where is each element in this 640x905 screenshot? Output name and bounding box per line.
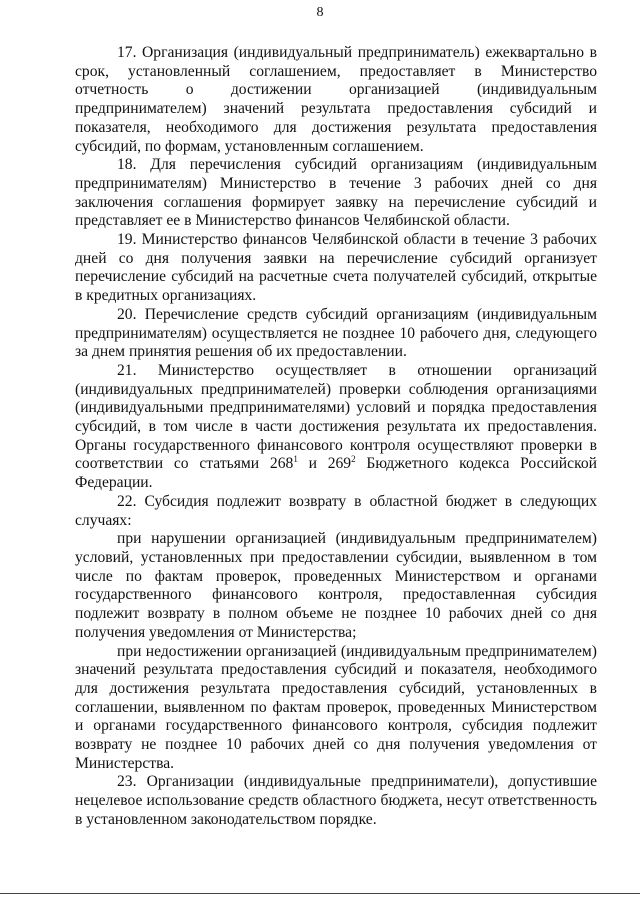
paragraph-21-text-b: и 269 [297, 455, 352, 473]
paragraph-22-case-nonachievement: при недостижении организацией (индивидуальным предпринимателем) значений результата предоставления субсидий и показателя, необходимого для достижения результата предоставления субсидий, установленных в соглашении, выявленном по фактам проверок, проведенных Министерством и органами государственного финансового контроля, субсидия подлежит возврату не позднее 10 рабочих дней со дня получения уведомления от Министерства. [75, 642, 597, 772]
paragraph-21-text-a: 21. Министерство осуществляет в отношении организаций (индивидуальных предпринимателей) проверки соблюдения организациями (индивидуальными предпринимателями) условий и порядка предоставления субсидий, в том числе в части достижения результата их предоставления. Органы государственного финансового контроля осуществляют проверки в соответствии со статьями 268 [75, 361, 597, 473]
paragraph-21-text-c: Бюджетного кодекса Российской Федерации. [75, 455, 597, 492]
page-number: 8 [316, 5, 324, 20]
paragraph-21 [75, 362, 597, 493]
paragraph-18: 18. Для перечисления субсидий организациям (индивидуальным предпринимателям) Министерство в течение 3 рабочих дней со дня заключения соглашения формирует заявку на перечисление субсидий и представляет ее в Министерство финансов Челябинской области. [75, 156, 597, 230]
paragraph-19: 19. Министерство финансов Челябинской области в течение 3 рабочих дней со дня получения заявки на перечисление субсидий организует перечисление субсидий на расчетные счета получателей субсидий, открытые в кредитных организациях. [75, 231, 597, 305]
superscript-268: 1 [293, 454, 298, 465]
page-bottom-divider [0, 893, 640, 894]
paragraph-23: 23. Организации (индивидуальные предприниматели), допустившие нецелевое использование средств областного бюджета, несут ответственность в установленном законодательством порядке. [75, 773, 597, 828]
paragraph-17: 17. Организация (индивидуальный предприниматель) ежеквартально в срок, установленный соглашением, предоставляет в Министерство отчетность о достижении организацией (индивидуальным предпринимателем) значений результата предоставления субсидий и показателя, необходимого для достижения результата предоставления субсидий, по формам, установленным соглашением. [75, 44, 597, 155]
document-body [75, 44, 597, 830]
paragraph-22-case-violation: при нарушении организацией (индивидуальным предпринимателем) условий, установленных при предоставлении субсидии, выявленном в том числе по фактам проверок, проведенных Министерством и органами государственного финансового контроля, предоставленная субсидия подлежит возврату в полном объеме не позднее 10 рабочих дней со дня получения уведомления от Министерства; [75, 530, 597, 641]
superscript-269: 2 [351, 454, 356, 465]
paragraph-22: 22. Субсидия подлежит возврату в областной бюджет в следующих случаях: [75, 492, 597, 529]
paragraph-20: 20. Перечисление средств субсидий организациям (индивидуальным предпринимателям) осуществляется не позднее 10 рабочего дня, следующего за днем принятия решения об их предоставлении. [75, 305, 597, 361]
